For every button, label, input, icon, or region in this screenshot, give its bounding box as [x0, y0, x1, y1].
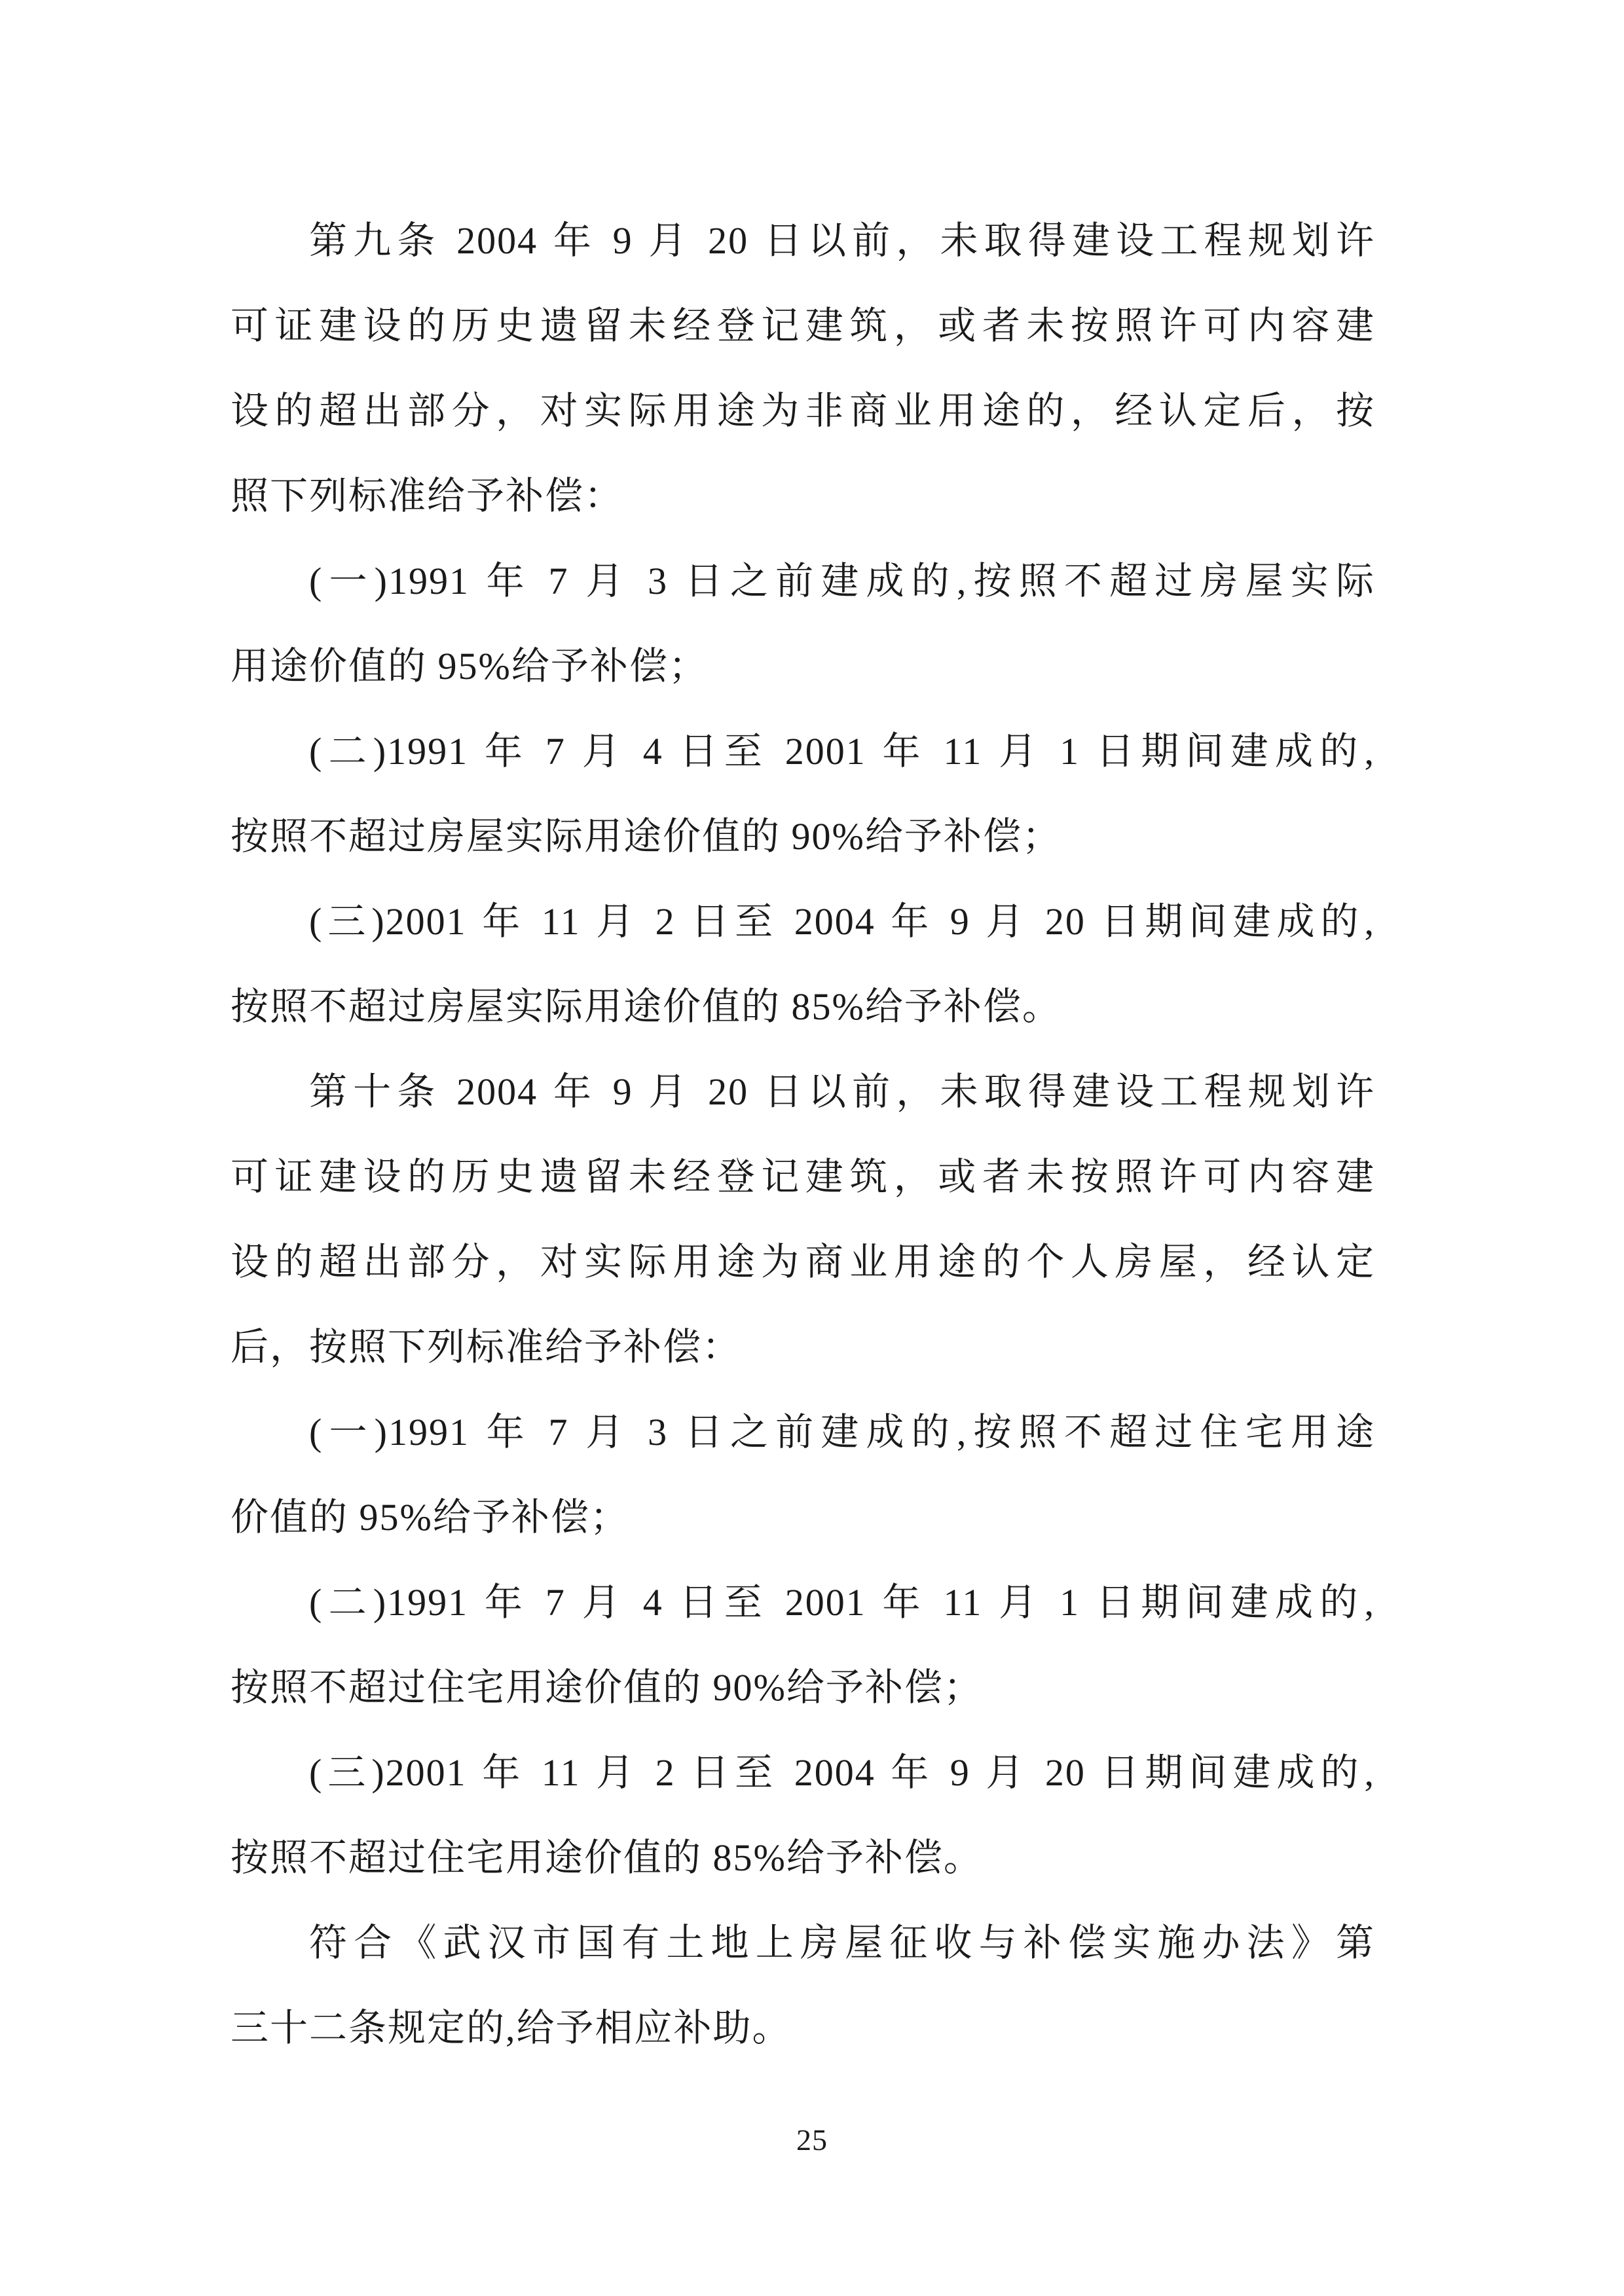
document-line: 价值的 95%给予补偿；: [231, 1496, 629, 1539]
document-line: 后，按照下列标准给予补偿：: [231, 1326, 742, 1368]
document-line: 第十条 2004 年 9 月 20 日以前，未取得建设工程规划许: [309, 1070, 1375, 1113]
document-line: 按照不超过房屋实际用途价值的 90%给予补偿；: [231, 815, 1061, 858]
document-line: (一)1991 年 7 月 3 日之前建成的,按照不超过房屋实际: [309, 560, 1375, 602]
document-line: 可证建设的历史遗留未经登记建筑，或者未按照许可内容建: [231, 1156, 1375, 1198]
document-line: 设的超出部分，对实际用途为非商业用途的，经认定后，按: [231, 390, 1375, 432]
document-body: [231, 198, 1375, 2071]
document-line: 按照不超过房屋实际用途价值的 85%给予补偿。: [231, 985, 1061, 1028]
document-line: 可证建设的历史遗留未经登记建筑，或者未按照许可内容建: [231, 304, 1375, 347]
document-line: 第九条 2004 年 9 月 20 日以前，未取得建设工程规划许: [309, 219, 1375, 262]
document-line: 符合《武汉市国有土地上房屋征收与补偿实施办法》第: [309, 1922, 1375, 1964]
document-line: 用途价值的 95%给予补偿；: [231, 645, 708, 687]
document-line: 按照不超过住宅用途价值的 90%给予补偿；: [231, 1666, 983, 1709]
document-line: 按照不超过住宅用途价值的 85%给予补偿。: [231, 1836, 983, 1879]
document-line: 照下列标准给予补偿：: [231, 475, 624, 517]
document-line: (三)2001 年 11 月 2 日至 2004 年 9 月 20 日期间建成的,: [309, 1751, 1375, 1794]
document-line: (二)1991 年 7 月 4 日至 2001 年 11 月 1 日期间建成的,: [309, 730, 1375, 773]
page-number: 25: [796, 2123, 828, 2157]
document-line: (二)1991 年 7 月 4 日至 2001 年 11 月 1 日期间建成的,: [309, 1581, 1375, 1624]
document-line: (一)1991 年 7 月 3 日之前建成的,按照不超过住宅用途: [309, 1411, 1375, 1453]
document-line: (三)2001 年 11 月 2 日至 2004 年 9 月 20 日期间建成的,: [309, 900, 1375, 943]
document-line: 三十二条规定的,给予相应补助。: [231, 2007, 792, 2049]
document-line: 设的超出部分，对实际用途为商业用途的个人房屋，经认定: [231, 1241, 1375, 1283]
